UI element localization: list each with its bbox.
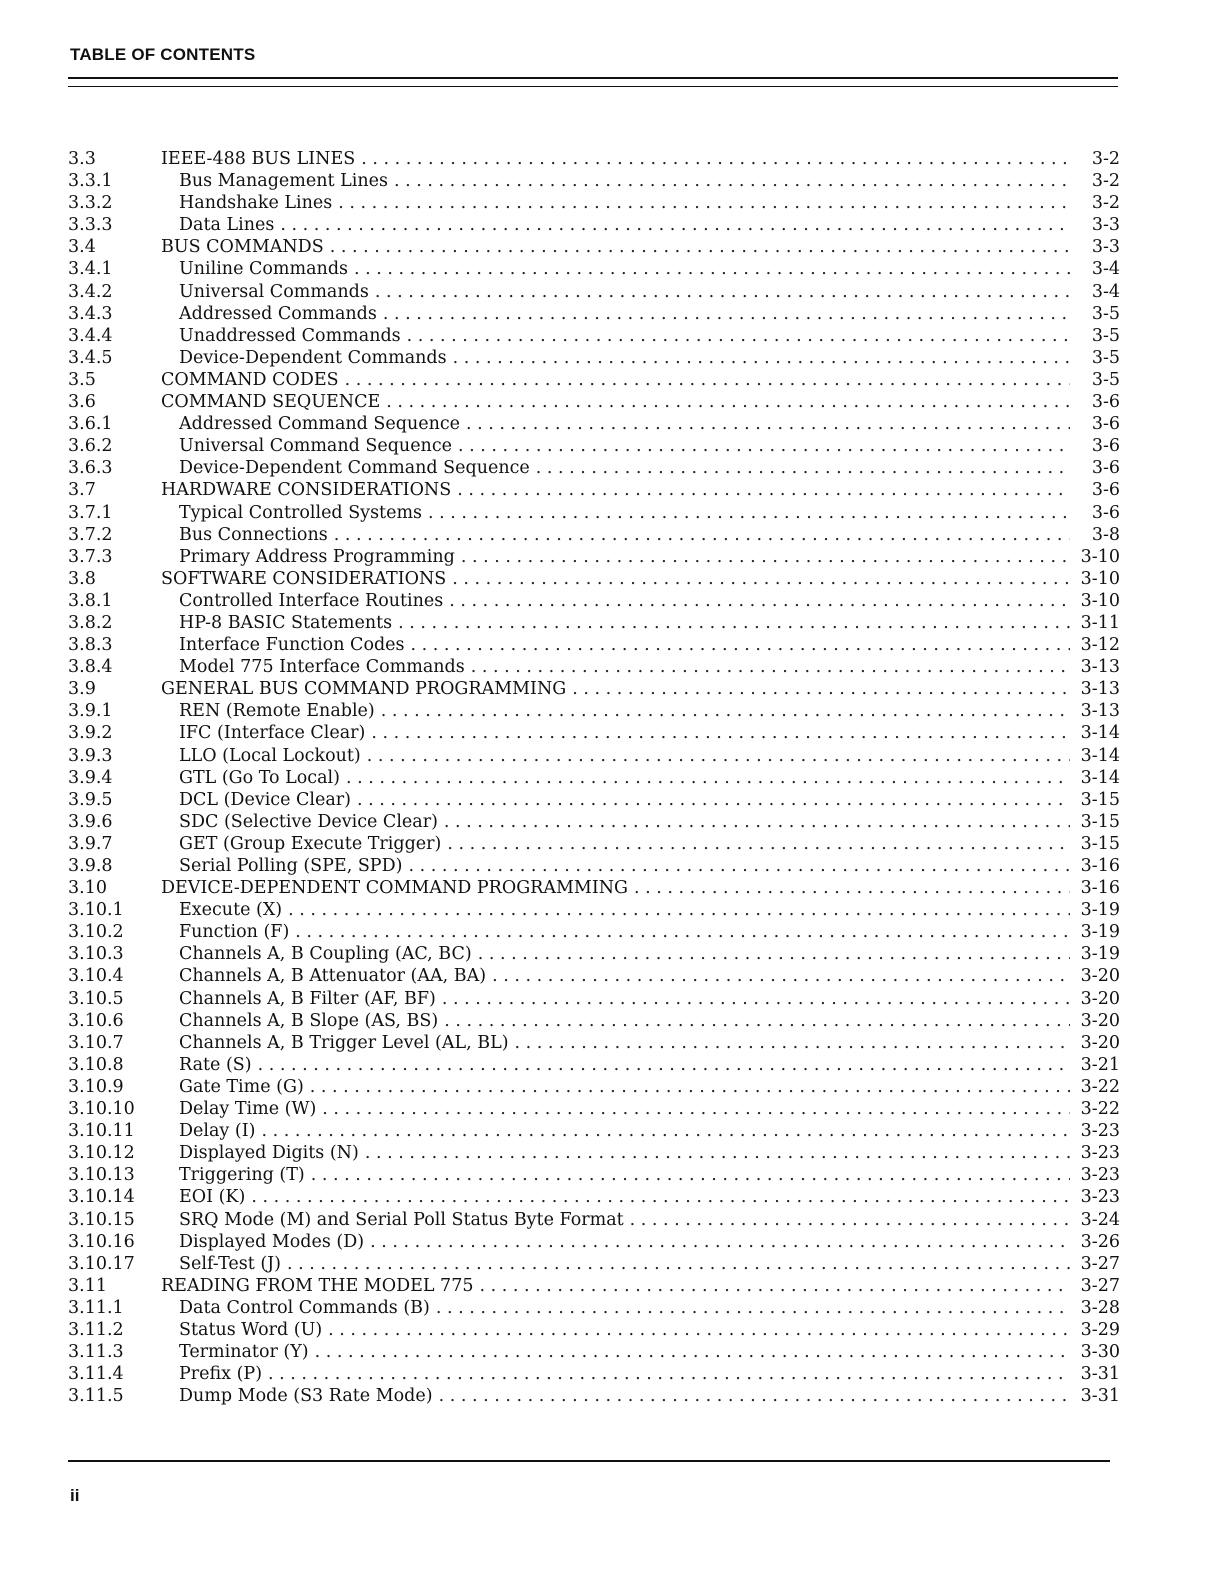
toc-entry-number: 3.3.2 <box>68 193 113 214</box>
toc-entry-title: Delay Time (W) <box>179 1099 317 1120</box>
toc-entry-title: Terminator (Y) <box>179 1342 309 1363</box>
toc-entry-number: 3.10.17 <box>68 1253 135 1274</box>
toc-dot-leader <box>447 833 1070 855</box>
toc-entry-number: 3.4.2 <box>68 281 113 302</box>
toc-entry-title: Data Lines <box>179 215 275 236</box>
toc-entry-page: 3-10 <box>1080 546 1120 567</box>
toc-entry-number: 3.11 <box>68 1275 107 1296</box>
toc-entry-number: 3.10.5 <box>68 988 124 1009</box>
toc-dot-leader <box>371 722 1070 744</box>
toc-dot-leader <box>288 899 1070 921</box>
toc-entry-title: Typical Controlled Systems <box>179 502 423 523</box>
toc-entry-number: 3.10.3 <box>68 944 124 965</box>
toc-entry-number: 3.9.7 <box>68 833 113 854</box>
toc-entry-title: IFC (Interface Clear) <box>179 723 366 744</box>
toc-entry-number: 3.11.3 <box>68 1342 124 1363</box>
toc-dot-leader <box>328 1319 1070 1341</box>
toc-dot-leader <box>394 170 1070 192</box>
toc-entry-page: 3-19 <box>1080 922 1120 943</box>
toc-entry-number: 3.8.4 <box>68 657 113 678</box>
toc-entry-title: DCL (Device Clear) <box>179 789 351 810</box>
toc-entry-title: BUS COMMANDS <box>161 237 324 258</box>
toc-entry <box>68 745 1120 767</box>
toc-entry-page: 3-27 <box>1080 1275 1120 1296</box>
toc-entry-title: Universal Commands <box>179 281 369 302</box>
toc-entry-page: 3-23 <box>1080 1121 1120 1142</box>
toc-entry <box>68 546 1120 568</box>
toc-entry-page: 3-21 <box>1080 1054 1120 1075</box>
toc-entry-page: 3-22 <box>1080 1076 1120 1097</box>
toc-entry-page: 3-3 <box>1091 215 1120 236</box>
toc-entry <box>68 369 1120 391</box>
toc-entry-number: 3.8.2 <box>68 612 113 633</box>
toc-entry-number: 3.8 <box>68 568 96 589</box>
toc-entry-page: 3-6 <box>1091 502 1120 523</box>
toc-entry-page: 3-20 <box>1080 966 1120 987</box>
toc-entry-title: Prefix (P) <box>179 1364 263 1385</box>
toc-entry <box>68 347 1120 369</box>
toc-entry <box>68 1098 1120 1120</box>
toc-entry <box>68 1054 1120 1076</box>
toc-entry-page: 3-15 <box>1080 833 1120 854</box>
toc-entry-number: 3.10.7 <box>68 1032 124 1053</box>
toc-dot-leader <box>361 148 1070 170</box>
toc-entry-number: 3.9.8 <box>68 856 113 876</box>
toc-entry <box>68 1142 1120 1164</box>
toc-entry <box>68 1253 1120 1275</box>
toc-entry-title: Self-Test (J) <box>179 1253 282 1274</box>
toc-entry <box>68 1275 1120 1297</box>
toc-dot-leader <box>346 767 1070 789</box>
toc-entry-page: 3-5 <box>1091 347 1120 368</box>
toc-entry-title: Rate (S) <box>179 1054 252 1075</box>
toc-entry-title: COMMAND SEQUENCE <box>161 392 381 413</box>
toc-dot-leader <box>444 1010 1070 1032</box>
toc-entry-page: 3-13 <box>1080 657 1120 678</box>
toc-entry-title: Controlled Interface Routines <box>179 590 444 611</box>
header-rule-thin <box>68 86 1118 87</box>
toc-entry <box>68 1209 1120 1231</box>
toc-entry <box>68 811 1120 833</box>
page-header-title: TABLE OF CONTENTS <box>70 45 256 64</box>
toc-entry-number: 3.10.10 <box>68 1099 135 1120</box>
toc-dot-leader <box>634 877 1070 899</box>
toc-entry-title: Status Word (U) <box>179 1319 323 1340</box>
toc-dot-leader <box>334 524 1070 546</box>
toc-entry-title: SRQ Mode (M) and Serial Poll Status Byte Format <box>179 1209 624 1230</box>
toc-entry <box>68 1076 1120 1098</box>
toc-dot-leader <box>295 921 1070 943</box>
toc-dot-leader <box>311 1164 1070 1186</box>
toc-entry <box>68 722 1120 744</box>
toc-entry-number: 3.10.15 <box>68 1209 135 1230</box>
toc-entry <box>68 502 1120 524</box>
toc-entry <box>68 899 1120 921</box>
toc-entry-title: Channels A, B Trigger Level (AL, BL) <box>179 1032 509 1053</box>
toc-entry-title: Bus Connections <box>179 524 328 545</box>
toc-entry-number: 3.9.4 <box>68 767 113 788</box>
toc-entry-page: 3-4 <box>1091 259 1120 280</box>
toc-entry-page: 3-6 <box>1091 458 1120 479</box>
toc-entry <box>68 988 1120 1010</box>
toc-entry-title: Function (F) <box>179 922 290 943</box>
toc-entry <box>68 1231 1120 1253</box>
toc-entry <box>68 1032 1120 1054</box>
toc-entry <box>68 590 1120 612</box>
toc-entry-number: 3.10.16 <box>68 1231 135 1252</box>
toc-entry-title: HARDWARE CONSIDERATIONS <box>161 480 452 501</box>
toc-entry-title: Execute (X) <box>179 900 283 921</box>
toc-entry-number: 3.7 <box>68 480 96 501</box>
toc-entry <box>68 634 1120 656</box>
toc-entry <box>68 479 1120 501</box>
toc-dot-leader <box>478 943 1070 965</box>
toc-entry-number: 3.10.4 <box>68 966 124 987</box>
toc-entry-number: 3.10.9 <box>68 1076 124 1097</box>
toc-entry <box>68 170 1120 192</box>
toc-dot-leader <box>315 1341 1070 1363</box>
toc-entry-number: 3.6.2 <box>68 436 113 457</box>
toc-entry-number: 3.4.5 <box>68 347 113 368</box>
toc-entry-page: 3-12 <box>1080 635 1120 656</box>
toc-dot-leader <box>381 700 1070 722</box>
toc-entry-number: 3.11.2 <box>68 1319 124 1340</box>
toc-entry <box>68 1186 1120 1208</box>
toc-entry-page: 3-2 <box>1091 149 1120 169</box>
toc-entry-number: 3.10.11 <box>68 1121 135 1142</box>
toc-entry-page: 3-5 <box>1091 325 1120 346</box>
toc-entry <box>68 700 1120 722</box>
toc-entry <box>68 457 1120 479</box>
page-number: ii <box>70 1486 80 1505</box>
toc-entry-title: Gate Time (G) <box>179 1076 304 1097</box>
toc-dot-leader <box>370 1231 1070 1253</box>
toc-entry-page: 3-6 <box>1091 392 1120 413</box>
toc-entry-number: 3.10.13 <box>68 1165 135 1186</box>
toc-entry-title: Addressed Commands <box>179 303 377 324</box>
toc-entry <box>68 877 1120 899</box>
toc-dot-leader <box>251 1186 1070 1208</box>
toc-entry-title: COMMAND CODES <box>161 369 339 390</box>
toc-entry <box>68 325 1120 347</box>
toc-entry-page: 3-13 <box>1080 679 1120 700</box>
toc-entry-title: Primary Address Programming <box>179 546 455 567</box>
toc-dot-leader <box>439 1385 1070 1407</box>
toc-entry-page: 3-23 <box>1080 1143 1120 1164</box>
toc-entry-number: 3.4.4 <box>68 325 113 346</box>
toc-dot-leader <box>457 479 1070 501</box>
toc-entry-number: 3.10.8 <box>68 1054 124 1075</box>
toc-entry-number: 3.11.5 <box>68 1386 124 1407</box>
toc-dot-leader <box>330 236 1070 258</box>
toc-dot-leader <box>268 1363 1070 1385</box>
toc-entry-title: Channels A, B Attenuator (AA, BA) <box>179 966 487 987</box>
toc-entry-number: 3.10.12 <box>68 1143 135 1164</box>
toc-entry-number: 3.5 <box>68 369 96 390</box>
toc-entry-title: Unaddressed Commands <box>179 325 401 346</box>
toc-entry-number: 3.9.1 <box>68 701 113 722</box>
toc-entry-title: SDC (Selective Device Clear) <box>179 811 438 832</box>
toc-entry-number: 3.9.2 <box>68 723 113 744</box>
toc-dot-leader <box>287 1253 1070 1275</box>
toc-entry-number: 3.10.14 <box>68 1187 135 1208</box>
toc-dot-leader <box>449 590 1070 612</box>
toc-dot-leader <box>471 656 1070 678</box>
toc-entry-page: 3-14 <box>1080 745 1120 766</box>
toc-entry <box>68 656 1120 678</box>
toc-entry-page: 3-4 <box>1091 281 1120 302</box>
toc-entry-page: 3-28 <box>1080 1297 1120 1318</box>
toc-dot-leader <box>345 369 1070 391</box>
toc-entry-title: REN (Remote Enable) <box>179 701 375 722</box>
toc-entry-page: 3-23 <box>1080 1165 1120 1186</box>
toc-dot-leader <box>461 546 1070 568</box>
toc-entry-number: 3.10.1 <box>68 900 124 921</box>
toc-dot-leader <box>375 281 1070 303</box>
toc-entry-title: Triggering (T) <box>179 1165 305 1186</box>
table-of-contents <box>68 148 1120 1407</box>
toc-entry-number: 3.10 <box>68 878 107 899</box>
toc-entry-number: 3.7.3 <box>68 546 113 567</box>
toc-entry-page: 3-15 <box>1080 811 1120 832</box>
toc-entry-title: Delay (I) <box>179 1121 256 1142</box>
toc-entry-number: 3.10.6 <box>68 1010 124 1031</box>
toc-entry <box>68 943 1120 965</box>
toc-entry <box>68 921 1120 943</box>
toc-entry-number: 3.11.4 <box>68 1364 124 1385</box>
toc-entry-page: 3-22 <box>1080 1099 1120 1120</box>
toc-entry-title: Bus Management Lines <box>179 171 388 192</box>
toc-entry-page: 3-10 <box>1080 590 1120 611</box>
toc-entry-number: 3.6 <box>68 392 96 413</box>
toc-entry-title: Interface Function Codes <box>179 635 405 656</box>
toc-entry-page: 3-6 <box>1091 436 1120 457</box>
toc-entry-page: 3-6 <box>1091 480 1120 501</box>
toc-dot-leader <box>436 1297 1070 1319</box>
toc-entry-number: 3.4 <box>68 237 96 258</box>
toc-entry-number: 3.6.3 <box>68 458 113 479</box>
toc-entry-title: Channels A, B Slope (AS, BS) <box>179 1010 439 1031</box>
toc-entry-page: 3-16 <box>1080 856 1120 876</box>
toc-entry-title: GET (Group Execute Trigger) <box>179 833 442 854</box>
toc-entry <box>68 281 1120 303</box>
toc-dot-leader <box>398 612 1070 634</box>
toc-entry-title: IEEE-488 BUS LINES <box>161 149 356 169</box>
toc-dot-leader <box>444 811 1070 833</box>
toc-entry-title: LLO (Local Lockout) <box>179 745 361 766</box>
toc-entry <box>68 435 1120 457</box>
toc-entry-number: 3.8.1 <box>68 590 113 611</box>
toc-dot-leader <box>458 435 1070 457</box>
toc-entry-page: 3-3 <box>1091 237 1120 258</box>
toc-entry-title: Displayed Modes (D) <box>179 1231 365 1252</box>
toc-dot-leader <box>452 568 1070 590</box>
toc-dot-leader <box>428 502 1070 524</box>
toc-entry <box>68 965 1120 987</box>
toc-entry-title: HP-8 BASIC Statements <box>179 612 393 633</box>
toc-entry-number: 3.9.6 <box>68 811 113 832</box>
toc-dot-leader <box>357 789 1070 811</box>
toc-dot-leader <box>411 634 1070 656</box>
toc-entry <box>68 1319 1120 1341</box>
toc-entry <box>68 214 1120 236</box>
toc-dot-leader <box>408 855 1070 877</box>
toc-entry-page: 3-20 <box>1080 1032 1120 1053</box>
toc-entry <box>68 524 1120 546</box>
toc-entry <box>68 1120 1120 1142</box>
toc-entry-page: 3-20 <box>1080 1010 1120 1031</box>
toc-dot-leader <box>365 1142 1070 1164</box>
toc-entry <box>68 236 1120 258</box>
toc-entry-page: 3-30 <box>1080 1342 1120 1363</box>
toc-dot-leader <box>515 1032 1070 1054</box>
toc-entry-number: 3.9.5 <box>68 789 113 810</box>
header-rule-thick <box>68 77 1118 79</box>
toc-dot-leader <box>492 965 1070 987</box>
toc-entry-title: Dump Mode (S3 Rate Mode) <box>179 1386 433 1407</box>
toc-dot-leader <box>310 1076 1070 1098</box>
toc-entry <box>68 1010 1120 1032</box>
toc-entry-page: 3-29 <box>1080 1319 1120 1340</box>
toc-entry-page: 3-19 <box>1080 944 1120 965</box>
toc-entry-number: 3.7.2 <box>68 524 113 545</box>
toc-entry-title: GTL (Go To Local) <box>179 767 340 788</box>
toc-entry <box>68 413 1120 435</box>
toc-entry <box>68 391 1120 413</box>
toc-dot-leader <box>572 678 1070 700</box>
footer-rule <box>68 1460 1110 1462</box>
toc-entry <box>68 192 1120 214</box>
toc-entry-page: 3-10 <box>1080 568 1120 589</box>
toc-entry-page: 3-2 <box>1091 171 1120 192</box>
toc-entry-page: 3-15 <box>1080 789 1120 810</box>
toc-dot-leader <box>630 1209 1070 1231</box>
toc-dot-leader <box>536 457 1070 479</box>
toc-entry-number: 3.9 <box>68 679 96 700</box>
toc-entry <box>68 767 1120 789</box>
toc-entry-page: 3-5 <box>1091 303 1120 324</box>
toc-dot-leader <box>479 1275 1070 1297</box>
toc-dot-leader <box>354 258 1070 280</box>
toc-dot-leader <box>367 745 1070 767</box>
toc-entry-page: 3-5 <box>1091 369 1120 390</box>
toc-entry <box>68 258 1120 280</box>
toc-entry-page: 3-20 <box>1080 988 1120 1009</box>
toc-entry-number: 3.7.1 <box>68 502 113 523</box>
toc-entry <box>68 303 1120 325</box>
toc-entry-title: Device-Dependent Command Sequence <box>179 458 530 479</box>
toc-entry <box>68 568 1120 590</box>
toc-entry-title: Displayed Digits (N) <box>179 1143 359 1164</box>
toc-entry-number: 3.8.3 <box>68 635 113 656</box>
toc-entry-title: Addressed Command Sequence <box>179 414 461 435</box>
toc-entry <box>68 1164 1120 1186</box>
toc-entry-title: SOFTWARE CONSIDERATIONS <box>161 568 447 589</box>
toc-entry-title: Data Control Commands (B) <box>179 1297 430 1318</box>
toc-entry-number: 3.4.3 <box>68 303 113 324</box>
toc-entry-title: Handshake Lines <box>179 193 333 214</box>
toc-entry-page: 3-11 <box>1080 612 1120 633</box>
toc-entry-title: DEVICE-DEPENDENT COMMAND PROGRAMMING <box>161 878 629 899</box>
toc-entry-page: 3-26 <box>1080 1231 1120 1252</box>
toc-dot-leader <box>322 1098 1070 1120</box>
toc-entry-title: GENERAL BUS COMMAND PROGRAMMING <box>161 679 567 700</box>
toc-entry <box>68 1363 1120 1385</box>
toc-entry-number: 3.4.1 <box>68 259 113 280</box>
toc-entry-number: 3.11.1 <box>68 1297 124 1318</box>
toc-dot-leader <box>442 988 1070 1010</box>
toc-entry <box>68 148 1120 170</box>
toc-entry-title: Channels A, B Coupling (AC, BC) <box>179 944 472 965</box>
toc-dot-leader <box>258 1054 1070 1076</box>
toc-entry <box>68 1385 1120 1407</box>
toc-entry-title: Device-Dependent Commands <box>179 347 447 368</box>
toc-entry-page: 3-2 <box>1091 193 1120 214</box>
toc-entry-number: 3.3.1 <box>68 171 113 192</box>
toc-entry-page: 3-8 <box>1091 524 1120 545</box>
toc-entry-page: 3-6 <box>1091 414 1120 435</box>
toc-entry-page: 3-31 <box>1080 1386 1120 1407</box>
toc-entry-number: 3.3 <box>68 149 96 169</box>
toc-entry <box>68 1297 1120 1319</box>
toc-entry-number: 3.9.3 <box>68 745 113 766</box>
toc-entry <box>68 855 1120 877</box>
toc-dot-leader <box>407 325 1070 347</box>
toc-entry-page: 3-23 <box>1080 1187 1120 1208</box>
toc-entry-page: 3-19 <box>1080 900 1120 921</box>
toc-dot-leader <box>280 214 1070 236</box>
toc-entry-title: Model 775 Interface Commands <box>179 657 465 678</box>
toc-entry <box>68 1341 1120 1363</box>
toc-entry-page: 3-14 <box>1080 767 1120 788</box>
toc-entry <box>68 612 1120 634</box>
toc-entry <box>68 789 1120 811</box>
toc-entry-title: READING FROM THE MODEL 775 <box>161 1275 474 1296</box>
toc-entry-title: Universal Command Sequence <box>179 436 452 457</box>
toc-dot-leader <box>466 413 1070 435</box>
toc-entry-title: Serial Polling (SPE, SPD) <box>179 856 403 876</box>
toc-entry <box>68 833 1120 855</box>
toc-entry-number: 3.3.3 <box>68 215 113 236</box>
toc-entry-page: 3-27 <box>1080 1253 1120 1274</box>
toc-dot-leader <box>338 192 1070 214</box>
toc-entry-page: 3-24 <box>1080 1209 1120 1230</box>
toc-entry-number: 3.10.2 <box>68 922 124 943</box>
toc-entry-title: Channels A, B Filter (AF, BF) <box>179 988 436 1009</box>
toc-dot-leader <box>383 303 1070 325</box>
toc-entry-page: 3-14 <box>1080 723 1120 744</box>
toc-dot-leader <box>386 391 1070 413</box>
toc-entry-title: Uniline Commands <box>179 259 349 280</box>
toc-entry-page: 3-31 <box>1080 1364 1120 1385</box>
toc-entry-title: EOI (K) <box>179 1187 246 1208</box>
toc-entry-number: 3.6.1 <box>68 414 113 435</box>
toc-entry-page: 3-13 <box>1080 701 1120 722</box>
toc-dot-leader <box>453 347 1070 369</box>
toc-entry <box>68 678 1120 700</box>
toc-dot-leader <box>261 1120 1070 1142</box>
toc-entry-page: 3-16 <box>1080 878 1120 899</box>
